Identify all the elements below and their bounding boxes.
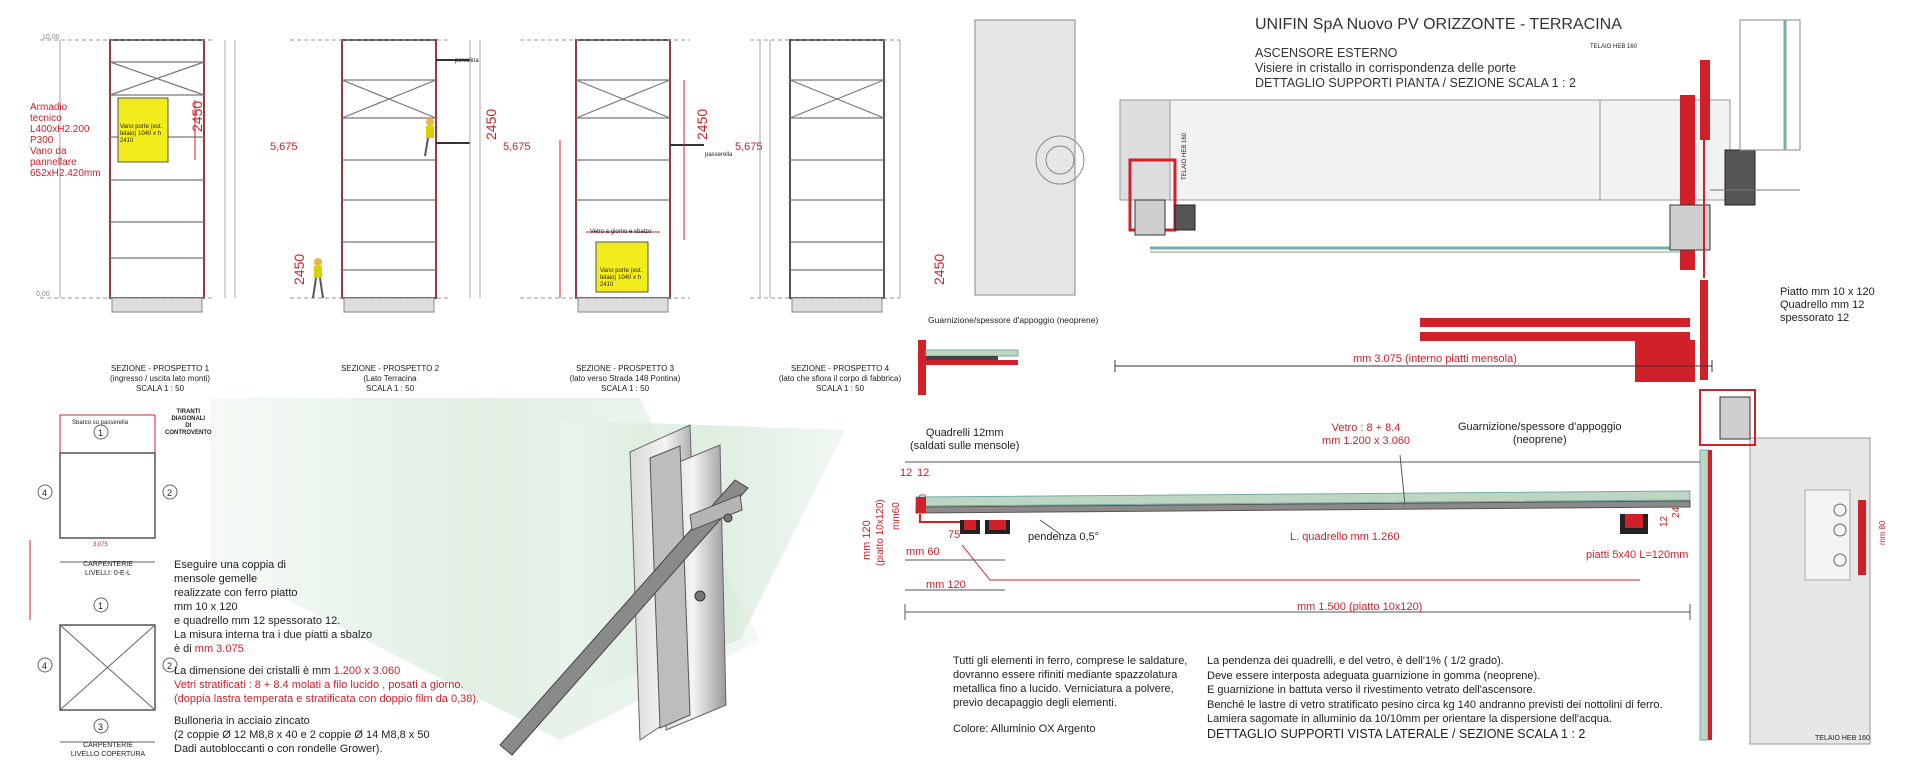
notes-bottom-right: La pendenza dei quadrelli, e del vetro, è dell'1% ( 1/2 grado). Deve essere interposta adeguata guarnizione in gomma (neoprene). E guarnizione in battuta verso il rivestimento vetrato dell'ascensore. Benché le lastre di vetro stratificato pesino circa kg 140 andranno previsti dei nottolini di ferro. Lamiera sagomate in alluminio da 10/10mm per orientare la dispersione dell'acqua. DETTAGLIO SUPPORTI VISTA LATERALE / SEZIONE SCALA 1 : 2 <box>1207 655 1663 741</box>
plan1-num-1: 1 <box>98 428 104 438</box>
mm60-label: mm 60 <box>906 546 940 558</box>
person-figure <box>313 118 434 298</box>
mm3075-label: mm 3.075 (interno piatti mensola) <box>1353 353 1517 365</box>
plan2-caption: CARPENTERIE LIVELLO COPERTURA <box>70 742 146 758</box>
tiranti-label: TIRANTI DIAGONALI DI CONTROVENTO <box>165 409 212 436</box>
plan1-caption: CARPENTERIE LIVELLI: 0-E-L <box>83 561 133 577</box>
elevation-2-caption: SEZIONE - PROSPETTO 2 (Lato Terracina SCALA 1 : 50 <box>340 364 440 393</box>
plan2-num-4: 4 <box>42 661 48 671</box>
plan-dim: 3,075 <box>93 542 109 548</box>
level-0-label: 0,00 <box>36 291 50 298</box>
guarnizione-label: Guarnizione/spessore d'appoggio (neoprene) <box>1458 421 1622 446</box>
door-box-label-1: Vano porte (est. telaio) 1040 x h 2410 <box>120 124 163 144</box>
l-quadrello-label: L. quadrello mm 1.260 <box>1290 531 1400 543</box>
dim-2450-3: 2450 <box>694 108 710 140</box>
telaio-bottom-label: TELAIO HEB 160 <box>1815 735 1870 742</box>
mm60-vert-label: mm60 <box>891 502 902 530</box>
dim-30: 30 <box>918 493 929 505</box>
telaio-top-label: TELAIO HEB 160 <box>1590 44 1638 50</box>
dim-5675-2: 5,675 <box>270 141 298 153</box>
guarnizione-detail <box>918 340 1018 395</box>
mm120-vert-label: mm 120 <box>861 520 873 560</box>
guarnizione-small-label: Guarnizione/spessore d'appoggio (neoprene) <box>928 315 1099 325</box>
dim-5675-3: 5,675 <box>503 141 531 153</box>
cabinet-label: Armadio tecnico L400xH2.200 P300 Vano da pannellare 652xH2.420mm <box>30 102 101 179</box>
telaio-vert-label: TELAIO HEB 160 <box>1182 132 1188 180</box>
mensola-plan <box>1115 280 1712 382</box>
plan2-num-3: 3 <box>98 722 104 732</box>
plan1-num-2: 2 <box>167 488 173 498</box>
elevation-4-caption: SEZIONE - PROSPETTO 4 (lato che sfiora il corpo di fabbrica) SCALA 1 : 50 <box>778 364 902 393</box>
quadrelli-label: Quadrelli 12mm (saldati sulle mensole) <box>910 427 1020 452</box>
page-title: UNIFIN SpA Nuovo PV ORIZZONTE - TERRACINA <box>1255 16 1622 33</box>
header-block <box>1255 16 1622 91</box>
piatto-vert-label: (piatto 10x120) <box>875 499 886 566</box>
elevation-1-caption: SEZIONE - PROSPETTO 1 (ingresso / uscita lato monti) SCALA 1 : 50 <box>109 364 211 393</box>
dim-12a: 12 <box>900 467 913 479</box>
cristallo-label: Vetro a giorno e sbalzo <box>590 229 652 235</box>
dim-2450-1: 2450 <box>189 100 205 132</box>
level-top-label: 10,00 <box>42 34 60 41</box>
dim-24: 24 <box>1671 506 1682 518</box>
elevation-3-caption: SEZIONE - PROSPETTO 3 (lato verso Strada 148 Pontina) SCALA 1 : 50 <box>569 364 681 393</box>
vetro-label: Vetro : 8 + 8.4 mm 1.200 x 3.060 <box>1322 422 1411 447</box>
plan2-num-2: 2 <box>167 661 173 671</box>
mm1500-label: mm 1.500 (piatto 10x120) <box>1297 601 1423 613</box>
mm120-label: mm 120 <box>926 579 966 591</box>
header-line-3: DETTAGLIO SUPPORTI PIANTA / SEZIONE SCALA 1 : 2 <box>1255 76 1576 90</box>
plan-top-label: Sbarco su passerella <box>72 420 129 426</box>
elevation-2 <box>290 40 480 312</box>
header-line-2: Visiere in cristallo in corrispondenza delle porte <box>1255 61 1517 75</box>
pensilina-label: pensilina <box>455 58 479 64</box>
plan2-num-1: 1 <box>98 601 104 611</box>
pendenza-label: pendenza 0,5° <box>1028 531 1100 543</box>
passerella-label: passerella <box>705 152 733 158</box>
notes-left: Eseguire una coppia di mensole gemelle realizzate con ferro piatto mm 10 x 120 e quadrello mm 12 spessorato 12. La misura interna tra i due piatti a sbalzo è di mm 3.075 La dimensione dei cristalli è mm 1.200 x 3.060 Vetri stratificati : 8 + 8.4 molati a filo lucido , posati a giorno. (doppia lastra temperata e stratificata con doppio film da 0,38). Bulloneria in acciaio zincato (2 coppie Ø 12 M8,8 x 40 e 2 coppie Ø 14 M8,8 x 50 Dadi autobloccanti o con rondelle Grower). <box>174 559 480 755</box>
piatto-label: Piatto mm 10 x 120 Quadrello mm 12 spessorato 12 <box>1780 286 1875 324</box>
plan1-num-4: 4 <box>42 488 48 498</box>
dim-75: 75 <box>948 529 961 541</box>
dim-2450-2: 2450 <box>291 253 307 285</box>
dim-80: mm 80 <box>1878 520 1887 545</box>
dim-12c: 12 <box>1659 515 1670 527</box>
header-line-1: ASCENSORE ESTERNO <box>1255 46 1398 60</box>
piatti-label: piatti 5x40 L=120mm <box>1586 549 1689 561</box>
elevation-4 <box>750 40 900 312</box>
dim-2450-2b: 2450 <box>483 108 499 140</box>
door-box-label-3: Vano porte (est. telaio) 1040 x h 2410 <box>600 268 643 288</box>
notes-bottom-left: Tutti gli elementi in ferro, comprese le saldature, dovranno essere rifiniti mediante spazzolatura metallica fino a lucido. Verniciatura a polvere, previo decapaggio degli elementi. Colore: Alluminio OX Argento <box>953 655 1188 735</box>
dim-12b: 12 <box>917 467 930 479</box>
dim-5675-4: 5,675 <box>735 141 763 153</box>
dim-2450-4: 2450 <box>931 253 947 285</box>
